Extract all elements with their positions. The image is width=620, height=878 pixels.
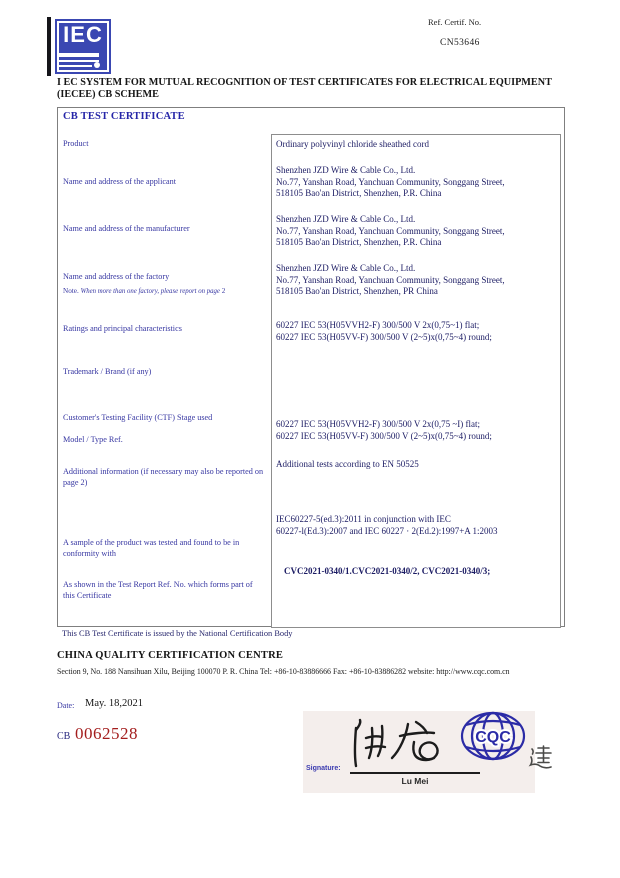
- handwritten-signature: [342, 716, 472, 777]
- conformity-line2: 60227-l(Ed.3):2007 and IEC 60227 · 2(Ed.2):1997+A 1:2003: [276, 525, 498, 536]
- field-value-product: Ordinary polyvinyl chloride sheathed cord: [276, 139, 429, 149]
- field-value-applicant: [276, 165, 556, 200]
- certificate-values-box: [271, 134, 561, 628]
- iec-logo-rule-icon: [59, 60, 99, 62]
- scheme-heading: [57, 77, 557, 100]
- iec-logo-text: IEC: [63, 22, 103, 47]
- field-value-additional: Additional tests according to EN 50525: [276, 459, 419, 469]
- applicant-line1: Shenzhen JZD Wire & Cable Co., Ltd.: [276, 165, 416, 175]
- model-line1: 60227 IEC 53(H05VVH2-F) 300/500 V 2x(0,75 ~I) flat;: [276, 419, 481, 429]
- cqc-logo-text: CQC: [475, 729, 511, 746]
- scheme-heading-line2: (IECEE) CB SCHEME: [57, 88, 159, 100]
- field-label-applicant: Name and address of the applicant: [63, 177, 176, 186]
- field-value-manufacturer: [276, 214, 556, 249]
- iec-logo-spine: [47, 17, 51, 76]
- cqc-logo: [459, 711, 527, 768]
- iec-logo-dot-icon: [94, 62, 100, 68]
- factory-note: [63, 287, 273, 295]
- ref-certif-number: CN53646: [440, 38, 480, 48]
- field-value-model: [276, 419, 556, 442]
- field-label-trademark: Trademark / Brand (if any): [63, 367, 152, 376]
- model-line2: 60227 IEC 53(H05VV-F) 300/500 V (2~5)x(0,75~4) round;: [276, 430, 492, 441]
- manufacturer-line1: Shenzhen JZD Wire & Cable Co., Ltd.: [276, 214, 416, 224]
- iec-logo-rule-icon: [59, 53, 99, 57]
- date-value: May. 18,2021: [85, 698, 143, 709]
- applicant-line2: No.77, Yanshan Road, Yanchuan Community, Songgang Street,: [276, 176, 505, 187]
- field-label-ctf: Customer's Testing Facility (CTF) Stage used: [63, 413, 213, 422]
- cb-mark-label: CB: [57, 731, 71, 742]
- jian-stamp-icon: [528, 745, 552, 776]
- manufacturer-line2: No.77, Yanshan Road, Yanchuan Community, Songgang Street,: [276, 225, 505, 236]
- iec-logo: [47, 17, 111, 76]
- issued-statement: This CB Test Certificate is issued by the National Certification Body: [62, 629, 293, 638]
- factory-line2: No.77, Yanshan Road, Yanchuan Community, Songgang Street,: [276, 274, 505, 285]
- field-label-factory: Name and address of the factory: [63, 272, 170, 281]
- field-label-conformity: A sample of the product was tested and found to be in conformity with: [63, 538, 240, 558]
- factory-line1: Shenzhen JZD Wire & Cable Co., Ltd.: [276, 263, 416, 273]
- signature-line: [350, 772, 480, 774]
- ratings-line2: 60227 IEC 53(H05VV-F) 300/500 V (2~5)x(0,75~4) round;: [276, 331, 492, 342]
- cb-certificate-number: 0062528: [75, 724, 138, 743]
- field-label-report: As shown in the Test Report Ref. No. which forms part of this Certificate: [63, 580, 253, 600]
- field-label-manufacturer: Name and address of the manufacturer: [63, 224, 190, 233]
- field-value-factory: [276, 263, 556, 298]
- field-label-model: Model / Type Ref.: [63, 435, 123, 444]
- iec-logo-rule-icon: [59, 65, 92, 67]
- ncb-address: Section 9, No. 188 Nansihuan Xilu, Beijing 100070 P. R. China Tel: +86-10-83886666 Fax: +86-10-83886282 website: http://www.cqc.com.cn: [57, 667, 510, 676]
- date-label: Date:: [57, 701, 75, 710]
- scheme-heading-line1: I EC SYSTEM FOR MUTUAL RECOGNITION OF TEST CERTIFICATES FOR ELECTRICAL EQUIPMENT: [57, 77, 552, 88]
- factory-note-italic: When more than one factory, please report on page: [80, 288, 220, 295]
- field-value-conformity: [276, 514, 556, 537]
- field-label-ratings: Ratings and principal characteristics: [63, 324, 182, 333]
- field-value-report: CVC2021-0340/1.CVC2021-0340/2, CVC2021-0340/3;: [284, 566, 491, 576]
- ref-certif-label: Ref. Certif. No.: [428, 17, 482, 27]
- signature-label: Signature:: [306, 765, 341, 772]
- field-label-additional: Additional information (if necessary may also be reported on page 2): [63, 467, 264, 487]
- field-value-ratings: [276, 320, 556, 343]
- certificate-title: CB TEST CERTIFICATE: [63, 111, 185, 122]
- certificate-table: [57, 107, 565, 627]
- field-label-product: Product: [63, 139, 89, 148]
- factory-note-suffix: 2: [221, 287, 226, 295]
- manufacturer-line3: 518105 Bao'an District, Shenzhen, P.R. China: [276, 237, 442, 248]
- ratings-line1: 60227 IEC 53(H05VVH2-F) 300/500 V 2x(0,75~1) flat;: [276, 320, 480, 330]
- signatory-name: Lu Mei: [401, 776, 429, 786]
- applicant-line3: 518105 Bao'an District, Shenzhen, P.R. China: [276, 188, 442, 199]
- ncb-name: CHINA QUALITY CERTIFICATION CENTRE: [57, 650, 284, 661]
- factory-note-prefix: Note.: [63, 287, 79, 295]
- conformity-line1: IEC60227-5(ed.3):2011 in conjunction with IEC: [276, 514, 451, 524]
- factory-line3: 518105 Bao'an District, Shenzhen, PR China: [276, 286, 438, 297]
